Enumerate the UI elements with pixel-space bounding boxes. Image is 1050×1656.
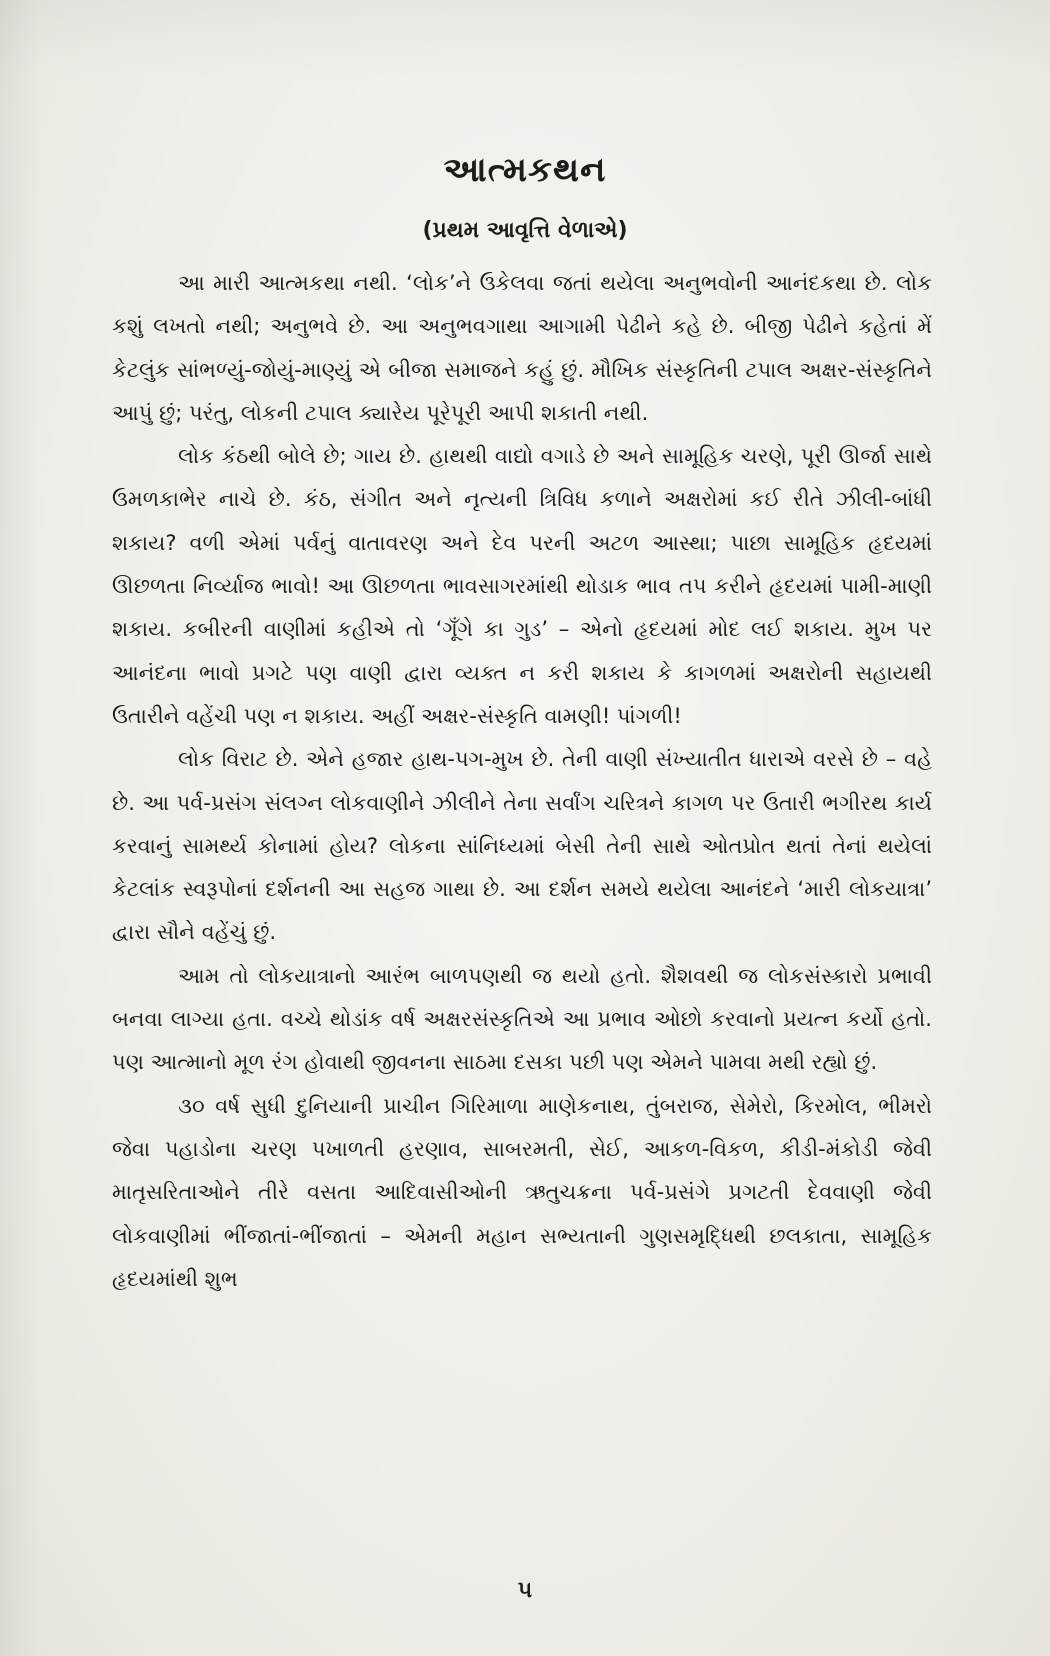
chapter-subtitle: (પ્રથમ આવૃત્તિ વેળાએ) xyxy=(422,218,628,243)
paragraph: ૩૦ વર્ષ સુધી દુનિયાની પ્રાચીન ગિરિમાળા માણેકનાથ, તુંબરાજ, સેમેરો, કિરમોલ, ભીમરો જેવા પહાડોના ચરણ પખાળતી હરણાવ, સાબરમતી, સેઈ, આકળ-વિકળ, કીડી-મંકોડી જેવી માતૃસરિતાઓને તીરે વસતા આદિવાસીઓની ઋતુચક્રના પર્વ-પ્રસંગે પ્રગટતી દેવવાણી જેવી લોકવાણીમાં ભીંજાતાં-ભીંજાતાં – એમની મહાન સભ્યતાની ગુણસમૃદ્ધિથી છલકાતા, સામૂહિક હૃદયમાંથી શુભ xyxy=(112,1093,932,1291)
paragraph: લોક વિરાટ છે. એને હજાર હાથ-પગ-મુખ છે. તેની વાણી સંખ્યાતીત ધારાએ વરસે છે – વહે છે. આ પર્વ-પ્રસંગ સંલગ્ન લોકવાણીને ઝીલીને તેના સર્વાંગ ચરિત્રને કાગળ પર ઉતારી ભગીરથ કાર્ય કરવાનું સામર્થ્ય કોનામાં હોય? લોકના સાંનિધ્યમાં બેસી તેની સાથે ઓતપ્રોત થતાં તેનાં થયેલાં કેટલાંક સ્વરૂપોનાં દર્શનની આ સહજ ગાથા છે. આ દર્શન સમયે થયેલા આનંદને ‘મારી લોકયાત્રા’ દ્વારા સૌને વહેંચું છું. xyxy=(112,747,932,945)
paragraph: આ મારી આત્મકથા નથી. ‘લોક’ને ઉકેલવા જતાં થયેલા અનુભવોની આનંદકથા છે. લોક કશું લખતો નથી; અનુભવે છે. આ અનુભવગાથા આગામી પેઢીને કહે છે. બીજી પેઢીને કહેતાં મેં કેટલુંક સાંભળ્યું-જોયું-માણ્યું એ બીજા સમાજને કહું છું. મૌખિક સંસ્કૃતિની ટપાલ અક્ષર-સંસ્કૃતિને આપું છું; પરંતુ, લોકની ટપાલ ક્યારેય પૂરેપૂરી આપી શકાતી નથી. xyxy=(112,271,932,425)
chapter-title: આત્મકથન xyxy=(443,150,607,190)
page-number: ૫ xyxy=(517,1578,533,1603)
paragraph: લોક કંઠથી બોલે છે; ગાય છે. હાથથી વાદ્યો વગાડે છે અને સામૂહિક ચરણે, પૂરી ઊર્જા સાથે ઉમળકાભેર નાચે છે. કંઠ, સંગીત અને નૃત્યની ત્રિવિધ કળાને અક્ષરોમાં કઈ રીતે ઝીલી-બાંધી શકાય? વળી એમાં પર્વનું વાતાવરણ અને દેવ પરની અટળ આસ્થા; પાછા સામૂહિક હૃદયમાં ઊછળતા નિર્વ્યાજ ભાવો! આ ઊછળતા ભાવસાગરમાંથી થોડાક ભાવ તપ કરીને હૃદયમાં પામી-માણી શકાય. કબીરની વાણીમાં કહીએ તો ‘ગૂઁગે કા ગુડ’ – એનો હૃદયમાં મોદ લઈ શકાય. મુખ પર આનંદના ભાવો પ્રગટે પણ વાણી દ્વારા વ્યક્ત ન કરી શકાય કે કાગળમાં અક્ષરોની સહાયથી ઉતારીને વહેંચી પણ ન શકાય. અહીં અક્ષર-સંસ્કૃતિ વામણી! પાંગળી! xyxy=(112,444,932,728)
top-bleed-shadow xyxy=(0,0,1050,80)
body-text xyxy=(112,262,932,1301)
paragraph: આમ તો લોકયાત્રાનો આરંભ બાળપણથી જ થયો હતો. શૈશવથી જ લોકસંસ્કારો પ્રભાવી બનવા લાગ્યા હતા. વચ્ચે થોડાંક વર્ષ અક્ષરસંસ્કૃતિએ આ પ્રભાવ ઓછો કરવાનો પ્રયત્ન કર્યો હતો. પણ આત્માનો મૂળ રંગ હોવાથી જીવનના સાઠમા દસકા પછી પણ એમને પામવા મથી રહ્યો છું. xyxy=(112,963,932,1075)
